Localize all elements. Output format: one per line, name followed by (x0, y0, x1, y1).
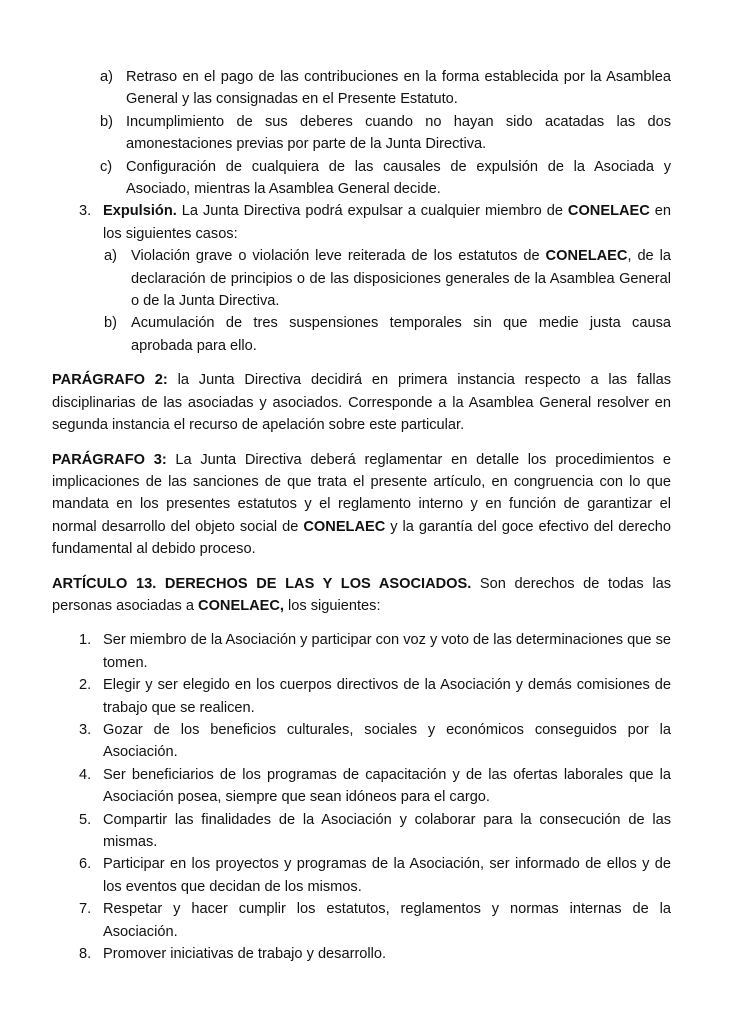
document-page (52, 66, 671, 965)
expulsion-body-2: en los siguientes casos: (103, 203, 671, 242)
paragrafo-3 (52, 449, 671, 561)
list-item (52, 66, 671, 111)
list-item (52, 156, 671, 201)
list-marker: 2. (79, 677, 92, 694)
list-item-text: Retraso en el pago de las contribuciones en la forma establecida por la Asamblea General y las consignadas en el Presente Estatuto. (126, 69, 671, 108)
text-part: , de la declaración de principios o de las disposiciones generales de la Asamblea General o de la Junta Directiva. (131, 248, 671, 310)
article-text: Son derechos de todas las personas asociadas a (52, 575, 671, 614)
paragrafo-text: y la garantía del goce efectivo del derecho fundamental al debido proceso. (52, 518, 671, 558)
list-item-text: Ser miembro de la Asociación y participar con voz y voto de las determinaciones que se tomen. (103, 632, 671, 671)
list-item-text: Participar en los proyectos y programas de la Asociación, ser informado de ellos y de los eventos que decidan de los mismos. (103, 856, 671, 895)
list-item (52, 853, 671, 898)
list-marker: 3. (79, 203, 92, 220)
list-item-text: Gozar de los beneficios culturales, sociales y económicos conseguidos por la Asociación. (103, 721, 671, 761)
text-part: Violación grave o violación leve reiterada de los estatutos de (131, 248, 546, 265)
list-marker: 3. (79, 721, 92, 738)
list-item (52, 719, 671, 764)
list-item (52, 809, 671, 854)
list-marker: b) (104, 315, 117, 332)
list-marker: 1. (79, 632, 92, 649)
article-heading: ARTÍCULO 13. DERECHOS DE LAS Y LOS ASOCIADOS. (52, 575, 472, 592)
list-marker: 5. (79, 811, 92, 828)
list-item (52, 764, 671, 809)
list-item (52, 898, 671, 943)
sub-list-expulsion (52, 245, 671, 357)
org-name: CONELAEC, (198, 597, 284, 614)
list-marker: a) (100, 69, 113, 85)
paragrafo-label: PARÁGRAFO 2: (52, 372, 168, 389)
list-item-text (131, 245, 671, 312)
list-item-text: Respetar y hacer cumplir los estatutos, reglamentos y normas internas de la Asociación. (103, 901, 671, 940)
expulsion-title: Expulsión. (103, 203, 177, 220)
list-item-text: Elegir y ser elegido en los cuerpos directivos de la Asociación y demás comisiones de trabajo que se realicen. (103, 677, 671, 716)
paragrafo-text: La Junta Directiva deberá reglamentar en detalle los procedimientos e implicaciones de las sanciones de que trata el presente artículo, en congruencia con lo que mandata en los presentes estatutos y el reglamento interno y en función de garantizar el normal desarrollo del objeto social de (52, 451, 672, 535)
list-item (52, 111, 671, 156)
expulsion-body-1: La Junta Directiva podrá expulsar a cualquier miembro de (176, 203, 568, 220)
rights-list (52, 629, 671, 965)
list-item (52, 674, 671, 719)
paragrafo-2 (52, 369, 671, 436)
list-item-expulsion (52, 200, 671, 245)
expulsion-text (103, 200, 671, 245)
article-text: los siguientes: (283, 597, 381, 614)
list-item (52, 943, 671, 965)
list-item-text: Incumplimiento de sus deberes cuando no hayan sido acatadas las dos amonestaciones previas por parte de la Junta Directiva. (126, 113, 671, 153)
list-marker: b) (100, 113, 113, 130)
list-marker: a) (104, 248, 117, 265)
list-item (52, 629, 671, 674)
list-item-text: Acumulación de tres suspensiones temporales sin que medie justa causa aprobada para ello. (131, 315, 671, 354)
paragrafo-text: la Junta Directiva decidirá en primera instancia respecto a las fallas disciplinarias de las asociadas y asociados. Corresponde a la Asamblea General resolver en segunda instancia el recurso de apelación sobre este particular. (52, 372, 671, 434)
list-item (52, 312, 671, 357)
org-name: CONELAEC (303, 518, 386, 535)
list-marker: 8. (79, 946, 92, 963)
paragrafo-label: PARÁGRAFO 3: (52, 451, 167, 468)
list-marker: 4. (79, 766, 92, 783)
list-marker: 6. (79, 856, 92, 873)
list-item-text: Promover iniciativas de trabajo y desarrollo. (103, 946, 387, 963)
org-name: CONELAEC (545, 248, 628, 265)
org-name: CONELAEC (567, 203, 650, 220)
list-marker: c) (100, 158, 113, 175)
list-item-text: Ser beneficiarios de los programas de capacitación y de las ofertas laborales que la Asociación posea, siempre que sean idóneos para el cargo. (103, 766, 671, 806)
list-item-text: Compartir las finalidades de la Asociación y colaborar para la consecución de las mismas. (103, 811, 671, 850)
articulo-13 (52, 573, 671, 618)
list-marker: 7. (79, 901, 92, 918)
list-item-text: Configuración de cualquiera de las causales de expulsión de la Asociada y Asociado, mientras la Asamblea General decide. (126, 158, 671, 198)
list-item (52, 245, 671, 312)
sub-list-suspension (52, 66, 671, 200)
